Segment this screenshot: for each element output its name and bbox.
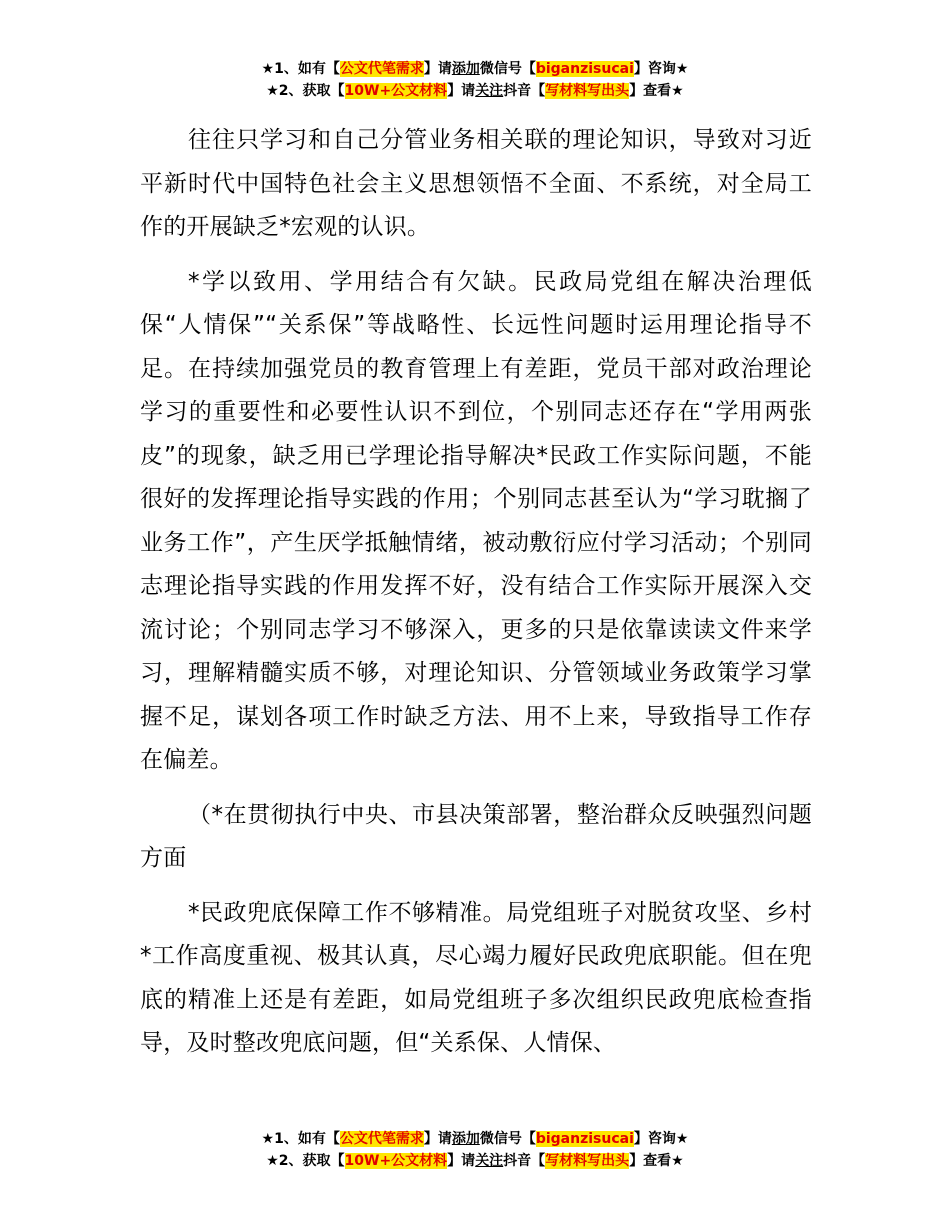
banner-line-1: [0, 1128, 950, 1150]
banner-text: ★1、如有【: [261, 1131, 340, 1147]
banner-text: 】请: [423, 1131, 452, 1147]
banner-highlight: 写材料写出头: [545, 83, 630, 99]
paragraph: *民政兜底保障工作不够精准。局党组班子对脱贫攻坚、乡村*工作高度重视、极其认真，尽心竭力履好民政兜底职能。但在兜底的精准上还是有差距，如局党组班子多次组织民政兜底检查指导，及时整改兜底问题，但“关系保、人情保、: [140, 899, 812, 1056]
banner-highlight: biganzisucai: [535, 61, 634, 77]
paragraph: （*在贯彻执行中央、市县决策部署，整治群众反映强烈问题方面: [140, 801, 812, 871]
banner-text: ★2、获取【: [266, 1153, 345, 1169]
banner-text: ★1、如有【: [261, 61, 340, 77]
banner-emphasis: 关注: [475, 83, 504, 99]
banner-text: 】查看★: [629, 83, 684, 99]
banner-line-2: [0, 80, 950, 102]
banner-emphasis: 关注: [475, 1153, 504, 1169]
banner-emphasis: 添加: [451, 1131, 480, 1147]
banner-highlight: 公文代笔需求: [339, 61, 424, 77]
banner-highlight: 写材料写出头: [545, 1153, 630, 1169]
banner-highlight: 10W+公文材料: [344, 1153, 448, 1169]
banner-text: 】请: [447, 1153, 476, 1169]
banner-text: 】请: [447, 83, 476, 99]
banner-text: ★2、获取【: [266, 83, 345, 99]
banner-text: 抖音【: [503, 1153, 546, 1169]
banner-line-1: [0, 58, 950, 80]
banner-highlight: biganzisucai: [535, 1131, 634, 1147]
paragraph: *学以致用、学用结合有欠缺。民政局党组在解决治理低保“人情保”“关系保”等战略性、长远性问题时运用理论指导不足。在持续加强党员的教育管理上有差距，党员干部对政治理论学习的重要性和必要性认识不到位，个别同志还存在“学用两张皮”的现象，缺乏用已学理论指导解决*民政工作实际问题，不能很好的发挥理论指导实践的作用；个别同志甚至认为“学习耽搁了业务工作”，产生厌学抵触情绪，被动敷衍应付学习活动；个别同志理论指导实践的作用发挥不好，没有结合工作实际开展深入交流讨论；个别同志学习不够深入，更多的只是依靠读读文件来学习，理解精髓实质不够，对理论知识、分管领域业务政策学习掌握不足，谋划各项工作时缺乏方法、用不上来，导致指导工作存在偏差。: [140, 268, 812, 773]
header-banner: [0, 58, 950, 102]
banner-text: 】咨询★: [633, 1131, 689, 1147]
banner-highlight: 10W+公文材料: [344, 83, 448, 99]
banner-line-2: [0, 1150, 950, 1172]
document-body: [140, 119, 812, 1077]
banner-highlight: 公文代笔需求: [339, 1131, 424, 1147]
banner-text: 微信号【: [479, 1131, 536, 1147]
banner-text: 抖音【: [503, 83, 546, 99]
banner-emphasis: 添加: [451, 61, 480, 77]
footer-banner: [0, 1128, 950, 1172]
banner-text: 微信号【: [479, 61, 536, 77]
banner-text: 】查看★: [629, 1153, 684, 1169]
banner-text: 】请: [423, 61, 452, 77]
banner-text: 】咨询★: [633, 61, 689, 77]
paragraph: 往往只学习和自己分管业务相关联的理论知识，导致对习近平新时代中国特色社会主义思想领悟不全面、不系统，对全局工作的开展缺乏*宏观的认识。: [140, 127, 812, 240]
